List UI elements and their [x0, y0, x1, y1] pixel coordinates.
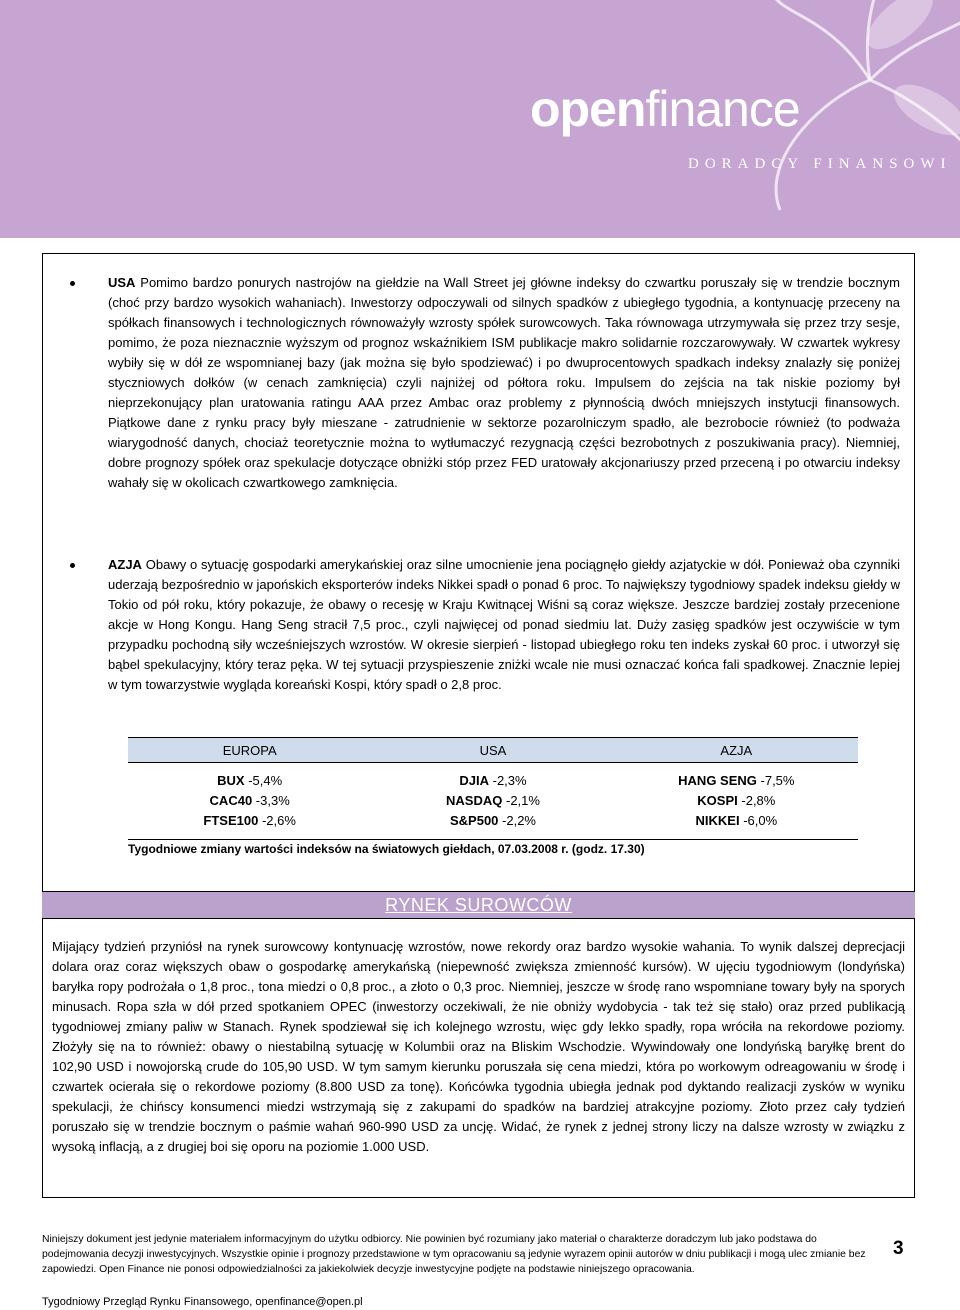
- index-table: [128, 737, 858, 840]
- azja-column: [615, 763, 858, 840]
- index-name: NASDAQ: [446, 793, 503, 808]
- index-row: [129, 791, 370, 811]
- index-row: [616, 791, 857, 811]
- index-row: [129, 811, 370, 831]
- index-row: [616, 771, 857, 791]
- footer-text: Tygodniowy Przegląd Rynku Finansowego, openfinance@open.pl: [42, 1296, 363, 1308]
- index-change: -7,5%: [760, 773, 795, 788]
- index-table-header: [128, 738, 858, 763]
- usa-text: Pomimo bardzo ponurych nastrojów na giełdzie na Wall Street jej główne indeksy do czwartku poruszały się w trendzie bocznym (choć przy bardzo wysokich wahaniach). Inwestorzy odpoczywali od silnych spadków z ubiegłego tygodnia, a kontynuację przeceny na spółkach finansowych i technologicznych równoważyły wzrosty spółek surowcowych. Taka równowaga utrzymywała się przez trzy sesje, pomimo, że poza nieznacznie wyższym od prognoz wskaźnikiem ISM publikacje makro solidarnie rozczarowywały. W czwartek wykresy wybiły się w dół ze wspomnianej bazy (jak można się było spodziewać) i po dwuprocentowych spadkach indeksy znalazły się poniżej styczniowych dołków (w cenach zamknięcia) czyli najniżej od półtora roku. Impulsem do zejścia na tak niskie poziomy był nieprzekonujący plan uratowania ratingu AAA przez Ambac oraz problemy z płynnością dwóch mniejszych instytucji finansowych. Piątkowe dane z rynku pracy były mieszane - zatrudnienie w sektorze pozarolniczym spadło, ale bezrobocie również (to podważa wiarygodność danych, chociaż teoretycznie można to wytłumaczyć rezygnacją części bezrobotnych z poszukiwania pracy). Niemniej, dobre prognozy spółek oraz spekulacje dotyczące obniżki stóp przez FED uratowały akcjonariuszy przed przeceną i po otwarciu indeksy wahały się w okolicach czwartkowego zamknięcia.: [108, 275, 900, 490]
- header-azja: AZJA: [615, 738, 858, 763]
- bullet-icon: [70, 563, 75, 568]
- page-number: 3: [893, 1238, 904, 1259]
- azja-paragraph: [78, 555, 900, 695]
- index-change: -5,4%: [248, 773, 283, 788]
- index-row: [372, 771, 613, 791]
- index-name: S&P500: [449, 813, 499, 828]
- index-change: -3,3%: [255, 793, 290, 808]
- logo-finance: finance: [645, 81, 800, 137]
- header-europa: EUROPA: [128, 738, 371, 763]
- surowce-paragraph: Mijający tydzień przyniósł na rynek surowcowy kontynuację wzrostów, nowe rekordy oraz bardzo wysokie wahania. To wynik dalszej deprecjacji dolara oraz coraz większych obaw o gospodarkę amerykańską (niepewność zwiększa zmienność kursów). W ujęciu tygodniowym (londyńska) baryłka ropy podrożała o 1,8 proc., tona miedzi o 0,8 proc., a złoto o 0,3 proc. Niemniej, jeszcze w środę rano wspomniane towary były na sporych minusach. Ropa szła w dół przed spotkaniem OPEC (inwestorzy oczekiwali, że nie obniży wydobycia - tak też się stało) oraz przed publikacją tygodniowej zmiany paliw w Stanach. Rynek spodziewał się ich kolejnego wzrostu, więc gdy lekko spadły, ropa wróciła na rekordowe poziomy. Złożyły się na to również: obawy o niestabilną sytuację w Kolumbii oraz na Bliskim Wschodzie. Wywindowały one londyńską baryłkę brent do 102,90 USD i nowojorską crude do 105,90 USD. W tym samym kierunku poruszała się cena miedzi, która po workowym odreagowaniu w środę i czwartek ocierała się o rekordowe poziomy (8.800 USD za tonę). Końcówka tygodnia ubiegła jednak pod dyktando realizacji zysków w wyniku spekulacji, że chińscy konsumenci miedzi wstrzymają się z zakupami do spadków na bardziej atrakcyjne poziomy. Złoto przez cały tydzień poruszało się w trendzie bocznym o paśmie wahań 960-990 USD za uncję. Widać, że rynek z jednej strony liczy na dalsze wzrosty w związku z wysoką inflacją, a z drugiej boi się oporu na poziomie 1.000 USD.: [52, 939, 905, 1154]
- index-name: FTSE100: [203, 813, 259, 828]
- index-change: -2,1%: [505, 793, 540, 808]
- logo-tagline: DORADCY FINANSOWI: [688, 156, 952, 172]
- table-caption: Tygodniowe zmiany wartości indeksów na światowych giełdach, 07.03.2008 r. (godz. 17.30): [128, 842, 645, 856]
- azja-section: [78, 555, 900, 695]
- disclaimer: Niniejszy dokument jest jedynie materiałem informacyjnym do użytku odbiorcy. Nie powinien być rozumiany jako materiał o charakterze doradczym lub jako podstawa do podejmowania decyzji inwestycyjnych. Wszystkie opinie i prognozy przedstawione w tym opracowaniu są jedynie wyrazem opinii autorów w dniu publikacji i mogą ulec zmianie bez zapowiedzi. Open Finance nie ponosi odpowiedzialności za jakiekolwiek decyzje inwestycyjne podjęte na podstawie niniejszego opracowania.: [42, 1234, 866, 1275]
- index-change: -2,6%: [261, 813, 296, 828]
- index-name: NIKKEI: [695, 813, 740, 828]
- section-title: RYNEK SUROWCÓW: [385, 894, 572, 915]
- index-row: [129, 771, 370, 791]
- index-row: [616, 811, 857, 831]
- index-row: [372, 791, 613, 811]
- usa-section: [78, 273, 900, 493]
- index-table-body: [128, 763, 858, 840]
- logo-open: open: [530, 81, 646, 137]
- index-row: [372, 811, 613, 831]
- azja-text: Obawy o sytuację gospodarki amerykańskiej oraz silne umocnienie jena pociągnęło giełdy azjatyckie w dół. Ponieważ oba czynniki uderzają bezpośrednio w japońskich eksporterów indeks Nikkei spadł o ponad 6 proc. To największy tygodniowy spadek indeksu giełdy w Tokio od pół roku, który pokazuje, że obawy o recesję w Kraju Kwitnącej Wiśni są coraz większe. Jeszcze bardziej zostały przecenione akcje w Hong Kongu. Hang Seng stracił 7,5 proc., czyli najwięcej od ponad siedmiu lat. Duży zasięg spadków jest oczywiście w tym przypadku pochodną siły wcześniejszych wzrostów. W okresie sierpień - listopad ubiegłego roku ten indeks zyskał 60 proc. i utworzył się bąbel spekulacyjny, który teraz pęka. W tej sytuacji przyspieszenie zniżki wcale nie musi oznaczać końca fali spadkowej. Znacznie lepiej w tym towarzystwie wygląda koreański Kospi, który spadł o 2,8 proc.: [108, 557, 900, 692]
- header-banner: [0, 0, 960, 238]
- open-finance-logo: [530, 80, 800, 138]
- azja-lead: AZJA: [108, 557, 142, 572]
- index-change: -2,2%: [502, 813, 536, 828]
- usa-column: [371, 763, 614, 840]
- bullet-icon: [70, 281, 75, 286]
- usa-paragraph: [78, 273, 900, 493]
- europa-column: [128, 763, 371, 840]
- index-name: HANG SENG: [678, 773, 757, 788]
- index-change: -2,3%: [492, 773, 527, 788]
- index-change: -2,8%: [741, 793, 776, 808]
- section-header-surowce: [42, 891, 915, 919]
- index-name: CAC40: [209, 793, 253, 808]
- index-change: -6,0%: [743, 813, 778, 828]
- usa-lead: USA: [108, 275, 136, 290]
- index-name: BUX: [217, 773, 245, 788]
- index-name: KOSPI: [697, 793, 738, 808]
- index-name: DJIA: [459, 773, 489, 788]
- header-usa: USA: [371, 738, 614, 763]
